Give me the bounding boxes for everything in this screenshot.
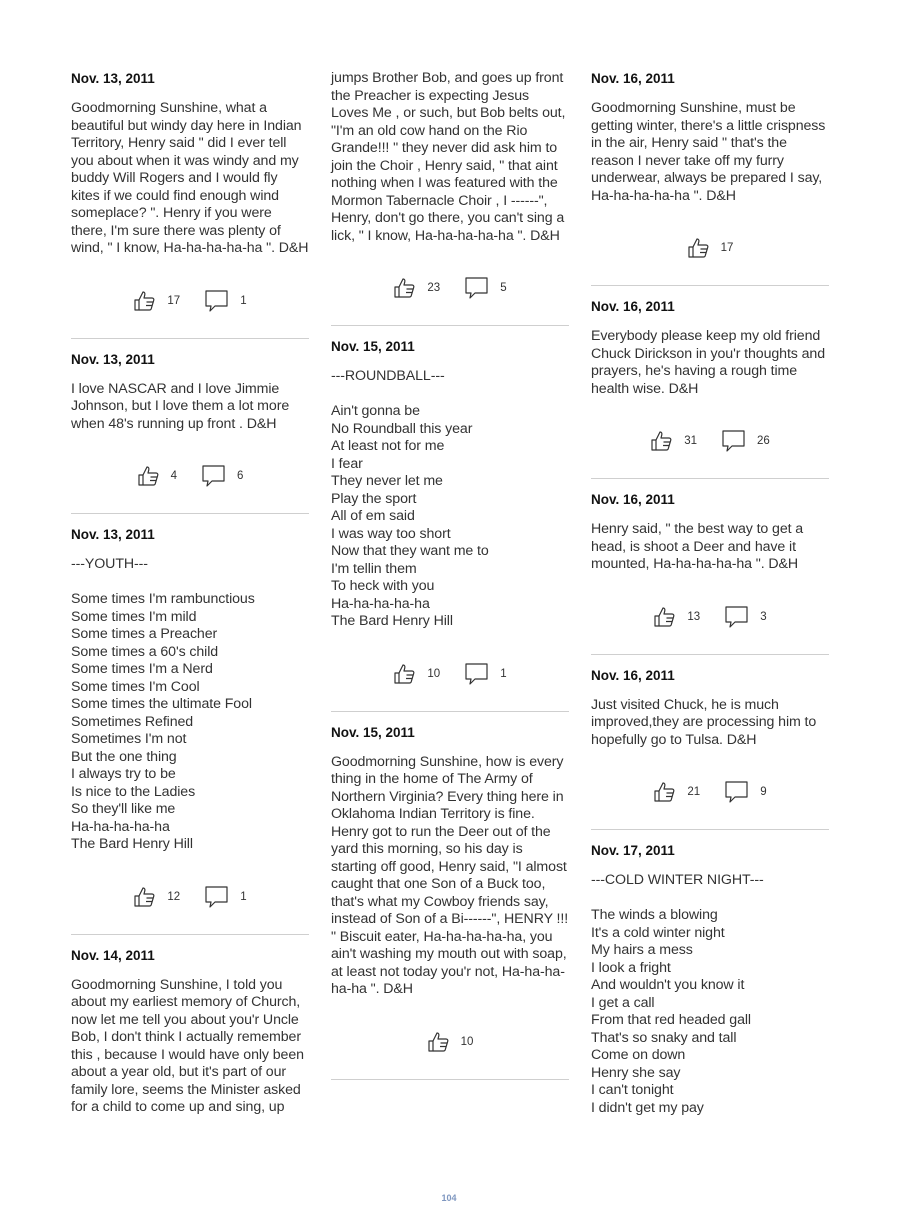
like-button[interactable] <box>393 276 440 300</box>
post-stats <box>331 1025 569 1059</box>
like-button[interactable] <box>653 605 700 629</box>
like-button[interactable] <box>427 1030 474 1054</box>
thumbs-up-icon <box>133 289 157 313</box>
comment-count: 3 <box>760 610 767 623</box>
like-count: 17 <box>720 242 734 254</box>
post-body: Goodmorning Sunshine, what a beautiful but windy day here in Indian Territory, Henry said " did I ever tell you about when it was windy and my buddy Will Rogers and I would fly kites if we could find enough wind someplace? ". Henry if you were there, I'm sure there was plenty of wind, " I know, Ha-ha-ha-ha-ha ". D&H <box>71 100 309 256</box>
comment-button[interactable] <box>724 604 766 630</box>
post-stats <box>591 424 829 458</box>
divider <box>71 934 309 935</box>
like-count: 12 <box>167 890 181 903</box>
post-body: Goodmorning Sunshine, must be getting winter, there's a little crispness in the air, Henry said " that's the reason I never take off my furry underwear, always be prepared I say, Ha-ha-ha-ha-ha ". D&H <box>591 100 826 204</box>
comment-count: 1 <box>240 890 247 903</box>
thumbs-up-icon <box>427 1030 451 1054</box>
comment-count: 1 <box>500 667 507 680</box>
post-date: Nov. 16, 2011 <box>591 299 675 314</box>
comment-button[interactable] <box>201 463 243 489</box>
post-body: ---COLD WINTER NIGHT--- The winds a blowing It's a cold winter night My hairs a mess I look a fright And wouldn't you know it I get a call From that red headed gall That's so snaky and tall Come on down Henry she say I can't tonight I didn't get my pay <box>591 872 764 1116</box>
comment-bubble-icon <box>204 884 230 910</box>
post-body: ---YOUTH--- Some times I'm rambunctious Some times I'm mild Some times a Preacher Some times a 60's child Some times I'm a Nerd Some times I'm Cool Some times the ultimate Fool Sometimes Refined Sometimes I'm not But the one thing I always try to be Is nice to the Ladies So they'll like me Ha-ha-ha-ha-ha The Bard Henry Hill <box>71 556 255 852</box>
divider <box>331 325 569 326</box>
post-body: Goodmorning Sunshine, how is every thing in the home of The Army of Northern Virginia? Every thing here in Oklahoma Indian Territory is fine. Henry got to run the Deer out of the yard this morning, so his day is starting off good, Henry said, "I almost caught that one Son of a Buck too, that's what my Cowboy friends say, instead of Son of a Bi------", HENRY !!! " Biscuit eater, Ha-ha-ha-ha-ha, you ain't washing my mouth out with soap, at least not today you'r not, Ha-ha-ha-ha-ha ". D&H <box>331 753 569 997</box>
column-3 <box>591 70 829 1117</box>
comment-button[interactable] <box>204 288 246 314</box>
divider <box>331 711 569 712</box>
column-2 <box>331 70 569 1080</box>
post <box>591 491 829 634</box>
comment-count: 6 <box>237 470 244 482</box>
post-date: Nov. 13, 2011 <box>71 71 155 86</box>
like-count: 17 <box>167 294 181 307</box>
post-body: Goodmorning Sunshine, I told you about my earliest memory of Church, now let me tell you about you'r Uncle Bob, I don't think I actually remember this , because I would have only been about a year old, but it's part of our family lore, seems the Minister asked for a child to come up and sing, up <box>71 976 304 1115</box>
post-stats <box>591 600 829 634</box>
like-button[interactable] <box>133 289 180 313</box>
thumbs-up-icon <box>653 780 677 804</box>
like-button[interactable] <box>393 662 440 686</box>
post <box>591 70 829 265</box>
thumbs-up-icon <box>137 464 161 488</box>
comment-count: 9 <box>760 786 767 798</box>
post-stats <box>71 459 309 493</box>
like-count: 13 <box>687 610 701 623</box>
like-count: 4 <box>170 470 177 482</box>
post-stats <box>71 284 309 318</box>
post-date: Nov. 16, 2011 <box>591 667 675 683</box>
post <box>331 338 569 691</box>
post-body: Henry said, " the best way to get a head, is shoot a Deer and have it mounted, Ha-ha-ha-ha-ha ". D&H <box>591 521 804 572</box>
post-date: Nov. 16, 2011 <box>591 492 675 507</box>
post-body: I love NASCAR and I love Jimmie Johnson, but I love them a lot more when 48's running up front . D&H <box>71 380 290 432</box>
post-date: Nov. 13, 2011 <box>71 527 155 542</box>
like-button[interactable] <box>137 464 177 488</box>
post <box>71 947 309 1117</box>
post-stats <box>591 775 829 809</box>
column-1 <box>71 70 309 1117</box>
post-date: Nov. 17, 2011 <box>591 843 675 858</box>
post <box>591 667 829 810</box>
post-stats <box>331 657 569 691</box>
thumbs-up-icon <box>653 605 677 629</box>
like-count: 10 <box>460 1035 474 1048</box>
like-count: 21 <box>687 786 701 798</box>
comment-button[interactable] <box>724 779 766 805</box>
like-count: 23 <box>427 282 441 294</box>
post-stats <box>331 271 569 305</box>
post-body: jumps Brother Bob, and goes up front the Preacher is expecting Jesus Loves Me , or such, but Bob belts out, "I'm an old cow hand on the Rio Grande!!! " they never did ask him to join the Choir , Henry said, " that aint nothing when I was featured with the Mormon Tabernacle Choir , I ------", Henry, don't go there, you can't sing a lick, " I know, Ha-ha-ha-ha-ha ". D&H <box>331 70 566 244</box>
post-stats <box>591 231 829 265</box>
divider <box>591 654 829 655</box>
post-body: Just visited Chuck, he is much improved,they are processing him to hopefully go to Tulsa. D&H <box>591 696 817 748</box>
like-button[interactable] <box>653 780 700 804</box>
comment-button[interactable] <box>464 275 506 301</box>
post-stats <box>71 880 309 914</box>
like-count: 31 <box>684 435 697 447</box>
post-date: Nov. 13, 2011 <box>71 351 155 367</box>
comment-bubble-icon <box>201 463 227 489</box>
comment-count: 5 <box>500 282 507 294</box>
divider <box>71 338 309 339</box>
thumbs-up-icon <box>393 662 417 686</box>
like-button[interactable] <box>133 885 180 909</box>
comment-bubble-icon <box>204 288 230 314</box>
post <box>71 526 309 914</box>
like-button[interactable] <box>687 236 734 260</box>
post <box>591 298 829 458</box>
comment-button[interactable] <box>721 428 770 454</box>
like-button[interactable] <box>650 429 697 453</box>
thumbs-up-icon <box>393 276 417 300</box>
post-date: Nov. 15, 2011 <box>331 724 415 740</box>
divider <box>71 513 309 514</box>
post-body: Everybody please keep my old friend Chuck Dirickson in you'r thoughts and prayers, he's having a rough time health wise. D&H <box>591 328 826 397</box>
comment-count: 1 <box>240 294 247 307</box>
comment-bubble-icon <box>464 275 490 301</box>
post-continued <box>331 70 569 305</box>
post-date: Nov. 14, 2011 <box>71 947 155 963</box>
page-number: 104 <box>441 1193 457 1203</box>
post <box>331 724 569 1059</box>
divider <box>331 1079 569 1080</box>
comment-bubble-icon <box>724 604 750 630</box>
comment-count: 26 <box>757 435 770 447</box>
post <box>591 842 829 1117</box>
comment-bubble-icon <box>464 661 490 687</box>
thumbs-up-icon <box>133 885 157 909</box>
post-date: Nov. 16, 2011 <box>591 71 675 86</box>
comment-button[interactable] <box>464 661 506 687</box>
like-count: 10 <box>427 667 441 680</box>
divider <box>591 285 829 286</box>
comment-bubble-icon <box>721 428 747 454</box>
divider <box>591 478 829 479</box>
post-body: ---ROUNDBALL--- Ain't gonna be No Roundball this year At least not for me I fear They never let me Play the sport All of em said I was way too short Now that they want me to I'm tellin them To heck with you Ha-ha-ha-ha-ha The Bard Henry Hill <box>331 368 489 629</box>
thumbs-up-icon <box>687 236 711 260</box>
thumbs-up-icon <box>650 429 674 453</box>
post-date: Nov. 15, 2011 <box>331 339 415 354</box>
comment-button[interactable] <box>204 884 246 910</box>
post <box>71 70 309 318</box>
divider <box>591 829 829 830</box>
post <box>71 351 309 494</box>
comment-bubble-icon <box>724 779 750 805</box>
